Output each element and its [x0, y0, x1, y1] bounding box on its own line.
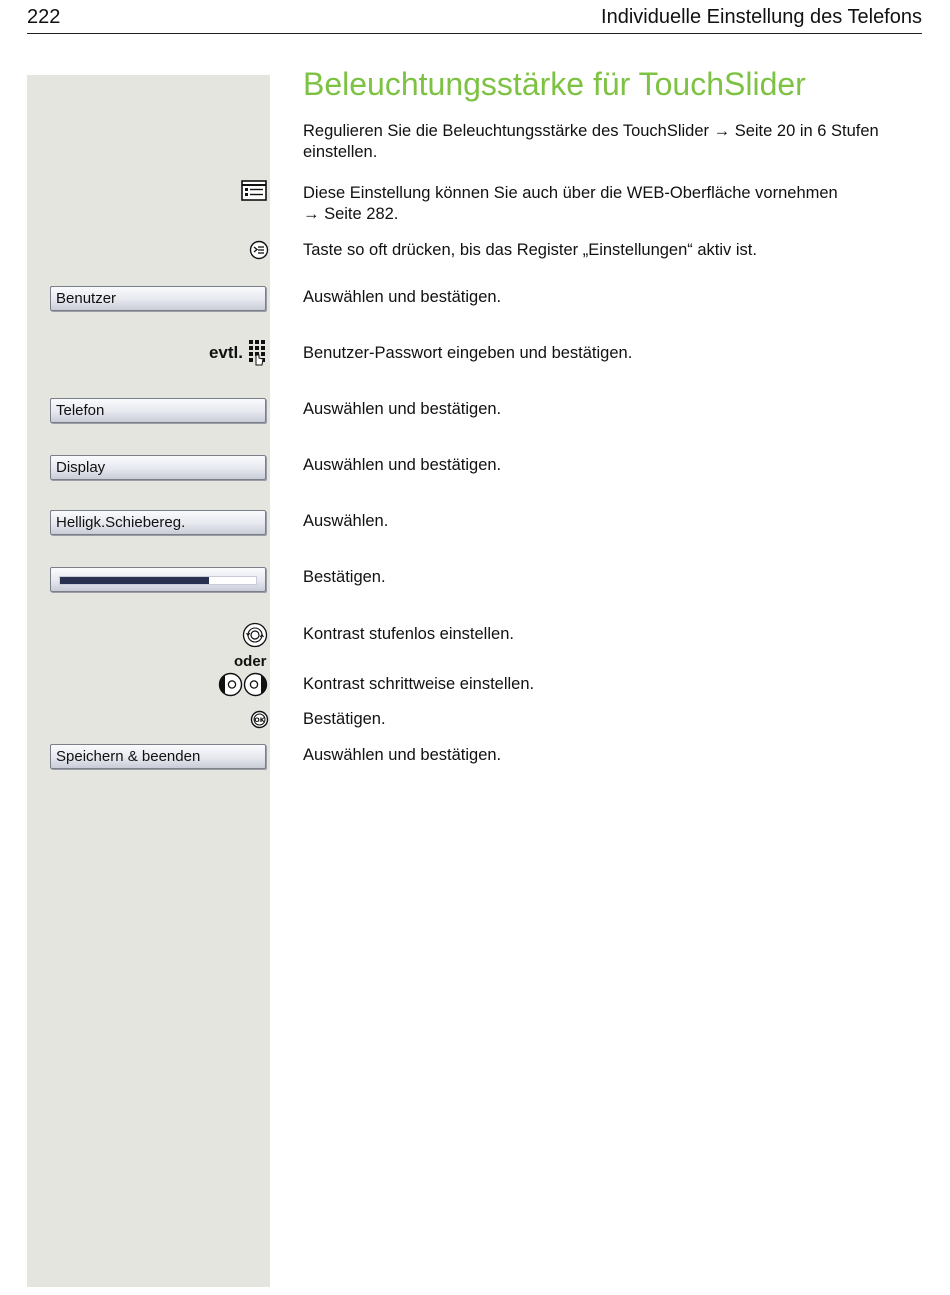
- step-ok: Bestätigen.: [303, 710, 386, 728]
- benutzer-button[interactable]: Benutzer: [50, 286, 266, 311]
- step-helligk: Auswählen.: [303, 512, 389, 530]
- helligk-schiebereg-button[interactable]: Helligk.Schiebereg.: [50, 510, 266, 535]
- step-menu-key: Taste so oft drücken, bis das Register „Einstellungen“ aktiv ist.: [303, 241, 757, 259]
- touch-wheel-icon: [242, 622, 268, 648]
- display-button[interactable]: Display: [50, 455, 266, 480]
- brightness-slider-fill: [60, 577, 209, 584]
- right-key-icon: [243, 672, 268, 697]
- svg-text:OK: OK: [254, 716, 265, 724]
- intro-text: Regulieren Sie die Beleuchtungsstärke des TouchSlider → Seite 20 in 6 Stufen einstellen.: [303, 122, 879, 161]
- web-settings-icon: [241, 180, 267, 201]
- keypad-icon: [247, 338, 269, 368]
- web-note-line2: → Seite 282.: [303, 205, 399, 223]
- ok-key-icon: [250, 710, 269, 729]
- page-header: [27, 6, 922, 34]
- page-title: Beleuchtungsstärke für TouchSlider: [303, 66, 806, 102]
- page-number: 222: [27, 6, 61, 28]
- step-confirm-slider: Bestätigen.: [303, 568, 386, 586]
- step-benutzer: Auswählen und bestätigen.: [303, 288, 502, 306]
- menu-key-icon: [249, 240, 269, 260]
- brightness-slider-button[interactable]: [50, 567, 266, 592]
- step-password: Benutzer-Passwort eingeben und bestätigen.: [303, 344, 633, 362]
- step-display: Auswählen und bestätigen.: [303, 456, 502, 474]
- speichern-beenden-button[interactable]: Speichern & beenden: [50, 744, 266, 769]
- step-speichern: Auswählen und bestätigen.: [303, 746, 502, 764]
- step-wheel: Kontrast stufenlos einstellen.: [303, 625, 514, 643]
- oder-label: oder: [234, 653, 267, 670]
- left-key-icon: [218, 672, 243, 697]
- evtl-label: evtl.: [208, 343, 243, 362]
- brightness-slider-track[interactable]: [59, 576, 257, 585]
- step-telefon: Auswählen und bestätigen.: [303, 400, 502, 418]
- web-note-line1: Diese Einstellung können Sie auch über die WEB-Oberfläche vornehmen: [303, 184, 838, 202]
- step-keys: Kontrast schrittweise einstellen.: [303, 675, 535, 693]
- telefon-button[interactable]: Telefon: [50, 398, 266, 423]
- section-title: Individuelle Einstellung des Telefons: [601, 6, 922, 28]
